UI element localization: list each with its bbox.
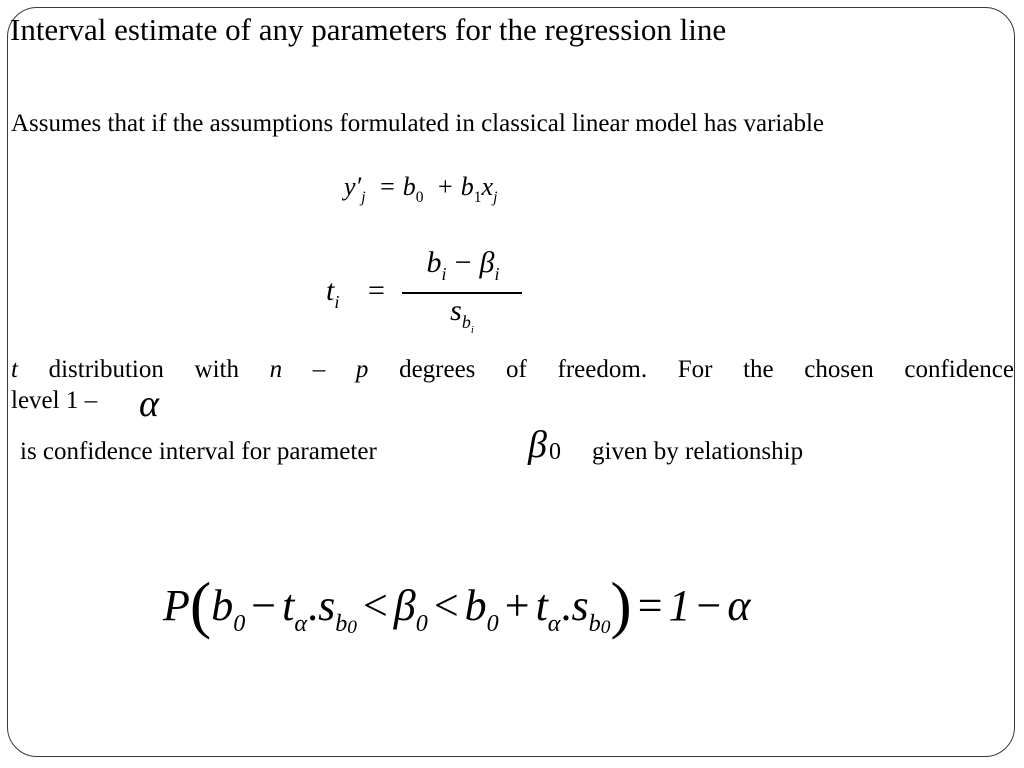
eq-equals: =	[380, 172, 395, 201]
minus-1: −	[251, 581, 277, 630]
eq-plus: +	[438, 172, 453, 201]
alpha-symbol: α	[139, 383, 159, 425]
beta-center: β	[393, 581, 416, 630]
num-beta-sub: i	[494, 264, 500, 285]
b0-left-sub: 0	[233, 609, 246, 637]
one: 1	[668, 581, 691, 630]
s-right-sub	[589, 610, 611, 637]
b0-right-sub: 0	[486, 609, 499, 637]
minus-2: −	[696, 581, 722, 630]
right-paren: )	[610, 569, 632, 640]
t-alpha-left-sub: α	[294, 609, 308, 637]
confidence-interval-equation	[163, 570, 750, 663]
ci-text-b: given by relationship	[592, 438, 804, 465]
given-by-line	[592, 436, 803, 467]
ci-text-a: is confidence interval for parameter	[20, 438, 377, 465]
t-alpha-left: t	[282, 581, 295, 630]
eq-b1: b	[460, 172, 474, 201]
s-right-subsub: 0	[600, 616, 611, 638]
den-s-sub	[461, 312, 474, 336]
s-left-subsub: 0	[347, 616, 357, 638]
paragraph-t-distribution	[11, 354, 1014, 416]
den-s: s	[450, 294, 462, 327]
plus: +	[504, 581, 530, 630]
den-s-subsub: i	[470, 323, 474, 336]
alpha-right: α	[727, 581, 751, 630]
t-stat-lhs	[326, 274, 339, 313]
den-s-sub-b: b	[461, 312, 471, 333]
less-than-1: <	[362, 581, 388, 630]
t-stat-numerator	[404, 246, 522, 285]
s-left-sub	[335, 610, 357, 637]
eq-x-sub: j	[493, 189, 498, 207]
beta-center-sub: 0	[415, 609, 428, 637]
num-b-sub: i	[441, 264, 447, 285]
confidence-level-text: level 1 –	[11, 387, 98, 414]
p-symbol: p	[355, 356, 369, 383]
eq-b0: b	[402, 172, 416, 201]
eq-y-prime: y′	[344, 172, 362, 201]
prob-P: P	[163, 581, 190, 630]
s-left: s	[318, 581, 336, 630]
num-b: b	[426, 246, 442, 279]
b0-left: b	[211, 581, 234, 630]
dot-1: .	[307, 581, 319, 630]
s-right-sub-b: b	[588, 609, 601, 637]
t-symbol: t	[326, 274, 335, 307]
eq-x: x	[481, 172, 494, 201]
paragraph-assumptions: Assumes that if the assumptions formulated in classical linear model has variable	[11, 110, 824, 137]
t-dist-text-c: degrees of freedom. For the chosen confidence	[368, 356, 1014, 383]
t-stat-equals: =	[368, 274, 385, 307]
beta-base: β	[528, 424, 547, 466]
t-dist-text-b: –	[282, 356, 356, 383]
t-statistic-equation	[326, 244, 526, 344]
t-alpha-right: t	[535, 581, 548, 630]
eq-y-sub: j	[361, 189, 366, 207]
t-alpha-right-sub: α	[547, 609, 561, 637]
regression-equation	[344, 170, 497, 215]
beta0-symbol	[528, 422, 561, 475]
eq-b0-sub: 0	[415, 189, 424, 207]
confidence-interval-line	[20, 436, 377, 467]
s-right: s	[571, 581, 589, 630]
b0-right: b	[464, 581, 487, 630]
less-than-2: <	[433, 581, 459, 630]
dot-2: .	[560, 581, 572, 630]
beta-sub: 0	[548, 439, 561, 465]
n-symbol: n	[269, 356, 283, 383]
eq-b1-sub: 1	[473, 189, 482, 207]
t-dist-text-a: distribution with	[17, 356, 270, 383]
equals: =	[637, 581, 663, 630]
t-sub: i	[334, 292, 340, 313]
t-symbol-text: t	[11, 356, 18, 383]
num-beta: β	[479, 246, 495, 279]
t-stat-denominator	[402, 294, 522, 336]
t-distribution-line	[11, 354, 1014, 385]
s-left-sub-b: b	[335, 609, 348, 637]
left-paren: (	[189, 569, 212, 640]
num-minus: −	[454, 246, 472, 279]
slide-title: Interval estimate of any parameters for the regression line	[10, 12, 727, 47]
